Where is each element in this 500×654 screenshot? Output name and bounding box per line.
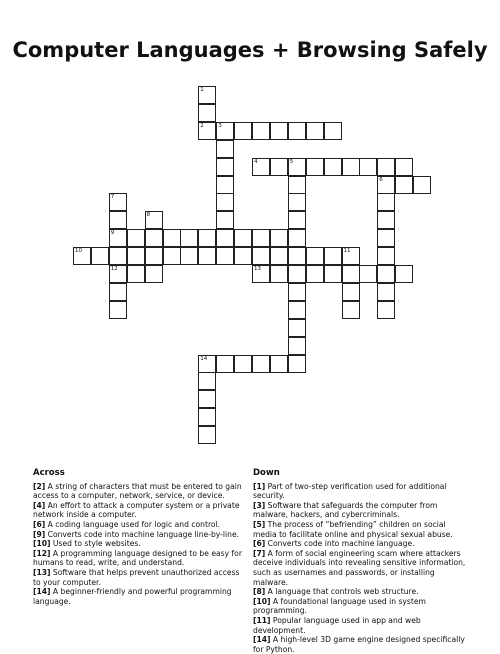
clue-text: A programming language designed to be easy for humans to read, write, and understand. bbox=[33, 548, 242, 568]
grid-cell[interactable] bbox=[324, 247, 342, 265]
down-clue bbox=[253, 482, 471, 501]
down-clue bbox=[253, 549, 471, 587]
clue-label: [10] bbox=[33, 539, 51, 549]
grid-cell[interactable] bbox=[73, 247, 91, 265]
grid-cell[interactable] bbox=[270, 247, 288, 265]
grid-cell[interactable] bbox=[234, 229, 252, 247]
grid-cell[interactable] bbox=[377, 283, 395, 301]
grid-cell[interactable] bbox=[342, 265, 360, 283]
grid-cell[interactable] bbox=[198, 247, 216, 265]
grid-cell[interactable] bbox=[288, 158, 306, 176]
clue-label: [10] bbox=[253, 596, 271, 606]
grid-cell[interactable] bbox=[377, 301, 395, 319]
grid-cell[interactable] bbox=[127, 247, 145, 265]
down-clues bbox=[253, 469, 471, 654]
grid-cell[interactable] bbox=[306, 158, 324, 176]
clue-label: [9] bbox=[33, 529, 46, 539]
clue-number: 1 bbox=[200, 87, 204, 93]
down-clue bbox=[253, 539, 471, 549]
grid-cell[interactable] bbox=[109, 283, 127, 301]
grid-cell[interactable] bbox=[198, 104, 216, 122]
grid-cell[interactable] bbox=[288, 229, 306, 247]
clue-text: Software that safeguards the computer from malware, hackers, and cybercriminals. bbox=[253, 500, 438, 520]
clue-text: A foundational language used in system programming. bbox=[253, 596, 426, 616]
grid-cell[interactable] bbox=[180, 229, 198, 247]
clue-label: [4] bbox=[33, 500, 46, 510]
grid-cell[interactable] bbox=[127, 265, 145, 283]
grid-cell[interactable] bbox=[252, 122, 270, 140]
grid-cell[interactable] bbox=[163, 229, 181, 247]
grid-cell[interactable] bbox=[216, 355, 234, 373]
grid-cell[interactable] bbox=[198, 408, 216, 426]
across-clue bbox=[33, 482, 245, 501]
across-clue bbox=[33, 530, 245, 540]
grid-cell[interactable] bbox=[234, 355, 252, 373]
clue-text: A high-level 3D game engine designed specifically for Python. bbox=[253, 635, 465, 654]
down-clue bbox=[253, 635, 471, 654]
grid-cell[interactable] bbox=[270, 265, 288, 283]
clue-text: A coding language used for logic and control. bbox=[45, 519, 221, 529]
clue-label: [12] bbox=[33, 548, 51, 558]
grid-cell[interactable] bbox=[109, 229, 127, 247]
clue-label: [13] bbox=[33, 567, 51, 577]
grid-cell[interactable] bbox=[109, 247, 127, 265]
clue-text: A language that controls web structure. bbox=[265, 587, 419, 597]
grid-cell[interactable] bbox=[252, 355, 270, 373]
grid-cell[interactable] bbox=[306, 265, 324, 283]
grid-cell[interactable] bbox=[216, 247, 234, 265]
grid-cell[interactable] bbox=[145, 247, 163, 265]
grid-cell[interactable] bbox=[198, 86, 216, 104]
grid-cell[interactable] bbox=[109, 211, 127, 229]
grid-cell[interactable] bbox=[91, 247, 109, 265]
grid-cell[interactable] bbox=[145, 265, 163, 283]
grid-cell[interactable] bbox=[198, 426, 216, 444]
clue-number: 11 bbox=[343, 248, 351, 255]
grid-cell[interactable] bbox=[198, 372, 216, 390]
across-clue bbox=[33, 520, 245, 530]
grid-cell[interactable] bbox=[270, 355, 288, 373]
across-clues bbox=[33, 469, 245, 606]
grid-cell[interactable] bbox=[234, 247, 252, 265]
down-clue bbox=[253, 501, 471, 520]
grid-cell[interactable] bbox=[288, 355, 306, 373]
clue-label: [8] bbox=[253, 587, 266, 597]
grid-cell[interactable] bbox=[216, 176, 234, 194]
grid-cell[interactable] bbox=[377, 247, 395, 265]
grid-cell[interactable] bbox=[306, 247, 324, 265]
grid-cell[interactable] bbox=[145, 229, 163, 247]
across-clue bbox=[33, 568, 245, 587]
grid-cell[interactable] bbox=[270, 229, 288, 247]
clue-number: 7 bbox=[110, 194, 115, 201]
grid-cell[interactable] bbox=[252, 265, 270, 283]
grid-cell[interactable] bbox=[216, 229, 234, 247]
clue-number: 10 bbox=[75, 248, 82, 255]
grid-cell[interactable] bbox=[377, 265, 395, 283]
clue-text: Converts code into machine language line-by-line. bbox=[45, 529, 240, 539]
grid-cell[interactable] bbox=[342, 301, 360, 319]
grid-cell[interactable] bbox=[413, 176, 431, 194]
down-clue bbox=[253, 587, 471, 597]
clue-text: The process of “befriending” children on social media to facilitate online and physical sexual abuse. bbox=[253, 519, 453, 539]
grid-cell[interactable] bbox=[306, 122, 324, 140]
clue-label: [3] bbox=[253, 500, 266, 510]
clue-text: Part of two-step verification used for additional security. bbox=[253, 481, 447, 501]
grid-cell[interactable] bbox=[198, 390, 216, 408]
clue-label: [1] bbox=[253, 481, 266, 491]
grid-cell[interactable] bbox=[377, 193, 395, 211]
clue-text: Software that helps prevent unauthorized access to your computer. bbox=[33, 567, 240, 587]
grid-cell[interactable] bbox=[198, 122, 216, 140]
grid-cell[interactable] bbox=[109, 193, 127, 211]
grid-cell[interactable] bbox=[377, 229, 395, 247]
grid-cell[interactable] bbox=[377, 176, 395, 194]
clue-number: 5 bbox=[289, 158, 294, 165]
grid-cell[interactable] bbox=[288, 283, 306, 301]
down-clue bbox=[253, 520, 471, 539]
grid-cell[interactable] bbox=[288, 176, 306, 194]
grid-cell[interactable] bbox=[342, 158, 360, 176]
clue-label: [6] bbox=[33, 519, 46, 529]
grid-cell[interactable] bbox=[288, 319, 306, 337]
grid-cell[interactable] bbox=[288, 193, 306, 211]
grid-cell[interactable] bbox=[359, 158, 377, 176]
grid-cell[interactable] bbox=[270, 122, 288, 140]
grid-cell[interactable] bbox=[216, 211, 234, 229]
clue-label: [5] bbox=[253, 519, 266, 529]
grid-cell[interactable] bbox=[252, 158, 270, 176]
grid-cell[interactable] bbox=[288, 122, 306, 140]
grid-cell[interactable] bbox=[288, 211, 306, 229]
grid-cell[interactable] bbox=[288, 247, 306, 265]
grid-cell[interactable] bbox=[288, 301, 306, 319]
clue-text: An effort to attack a computer system or a private network inside a computer. bbox=[33, 500, 240, 520]
grid-cell[interactable] bbox=[234, 122, 252, 140]
down-clue bbox=[253, 616, 471, 635]
grid-cell[interactable] bbox=[216, 140, 234, 158]
across-clue bbox=[33, 501, 245, 520]
clue-number: 9 bbox=[110, 230, 115, 237]
grid-cell[interactable] bbox=[359, 265, 377, 283]
across-clue bbox=[33, 539, 245, 549]
clue-label: [11] bbox=[253, 615, 271, 625]
grid-cell[interactable] bbox=[395, 265, 413, 283]
page-title: Computer Languages + Browsing Safely bbox=[12, 38, 488, 62]
clue-text: Popular language used in app and web development. bbox=[253, 615, 421, 635]
grid-cell[interactable] bbox=[216, 193, 234, 211]
clue-label: [14] bbox=[253, 635, 271, 645]
clue-number: 8 bbox=[146, 212, 151, 219]
grid-cell[interactable] bbox=[324, 122, 342, 140]
clue-number: 13 bbox=[254, 266, 261, 272]
clue-text: Used to style websites. bbox=[50, 539, 141, 549]
grid-cell[interactable] bbox=[180, 247, 198, 265]
grid-cell[interactable] bbox=[324, 265, 342, 283]
grid-cell[interactable] bbox=[288, 265, 306, 283]
grid-cell[interactable] bbox=[109, 301, 127, 319]
grid-cell[interactable] bbox=[377, 158, 395, 176]
grid-cell[interactable] bbox=[163, 247, 181, 265]
grid-cell[interactable] bbox=[270, 158, 288, 176]
grid-cell[interactable] bbox=[377, 211, 395, 229]
grid-cell[interactable] bbox=[252, 229, 270, 247]
clue-text: Converts code into machine language. bbox=[265, 539, 415, 549]
clue-number: 4 bbox=[254, 158, 258, 165]
clue-label: [2] bbox=[33, 481, 46, 491]
across-clue bbox=[33, 587, 245, 606]
grid-cell[interactable] bbox=[288, 337, 306, 355]
across-clue bbox=[33, 549, 245, 568]
grid-cell[interactable] bbox=[198, 355, 216, 373]
grid-cell[interactable] bbox=[216, 122, 234, 140]
grid-cell[interactable] bbox=[395, 176, 413, 194]
grid-cell[interactable] bbox=[324, 158, 342, 176]
clue-number: 6 bbox=[379, 176, 383, 183]
clue-number: 14 bbox=[200, 355, 208, 362]
clue-number: 2 bbox=[200, 122, 204, 129]
across-heading: Across bbox=[33, 468, 65, 478]
grid-cell[interactable] bbox=[342, 283, 360, 301]
grid-cell[interactable] bbox=[395, 158, 413, 176]
clue-label: [6] bbox=[253, 539, 266, 549]
clue-number: 3 bbox=[218, 122, 222, 129]
down-heading: Down bbox=[253, 468, 280, 478]
grid-cell[interactable] bbox=[252, 247, 270, 265]
down-clue bbox=[253, 597, 471, 616]
grid-cell[interactable] bbox=[342, 247, 360, 265]
grid-cell[interactable] bbox=[109, 265, 127, 283]
grid-cell[interactable] bbox=[198, 229, 216, 247]
grid-cell[interactable] bbox=[145, 211, 163, 229]
grid-cell[interactable] bbox=[127, 229, 145, 247]
clue-label: [7] bbox=[253, 548, 266, 558]
clue-number: 12 bbox=[110, 266, 118, 272]
clue-text: A string of characters that must be entered to gain access to a computer, network, service, or device. bbox=[33, 481, 242, 501]
grid-cell[interactable] bbox=[216, 158, 234, 176]
clue-text: A form of social engineering scam where attackers deceive individuals into revealing sensitive information, such as usernames and passwords, or installing malware. bbox=[253, 548, 466, 587]
clue-label: [14] bbox=[33, 587, 51, 597]
clue-text: A beginner-friendly and powerful programming language. bbox=[33, 587, 232, 606]
